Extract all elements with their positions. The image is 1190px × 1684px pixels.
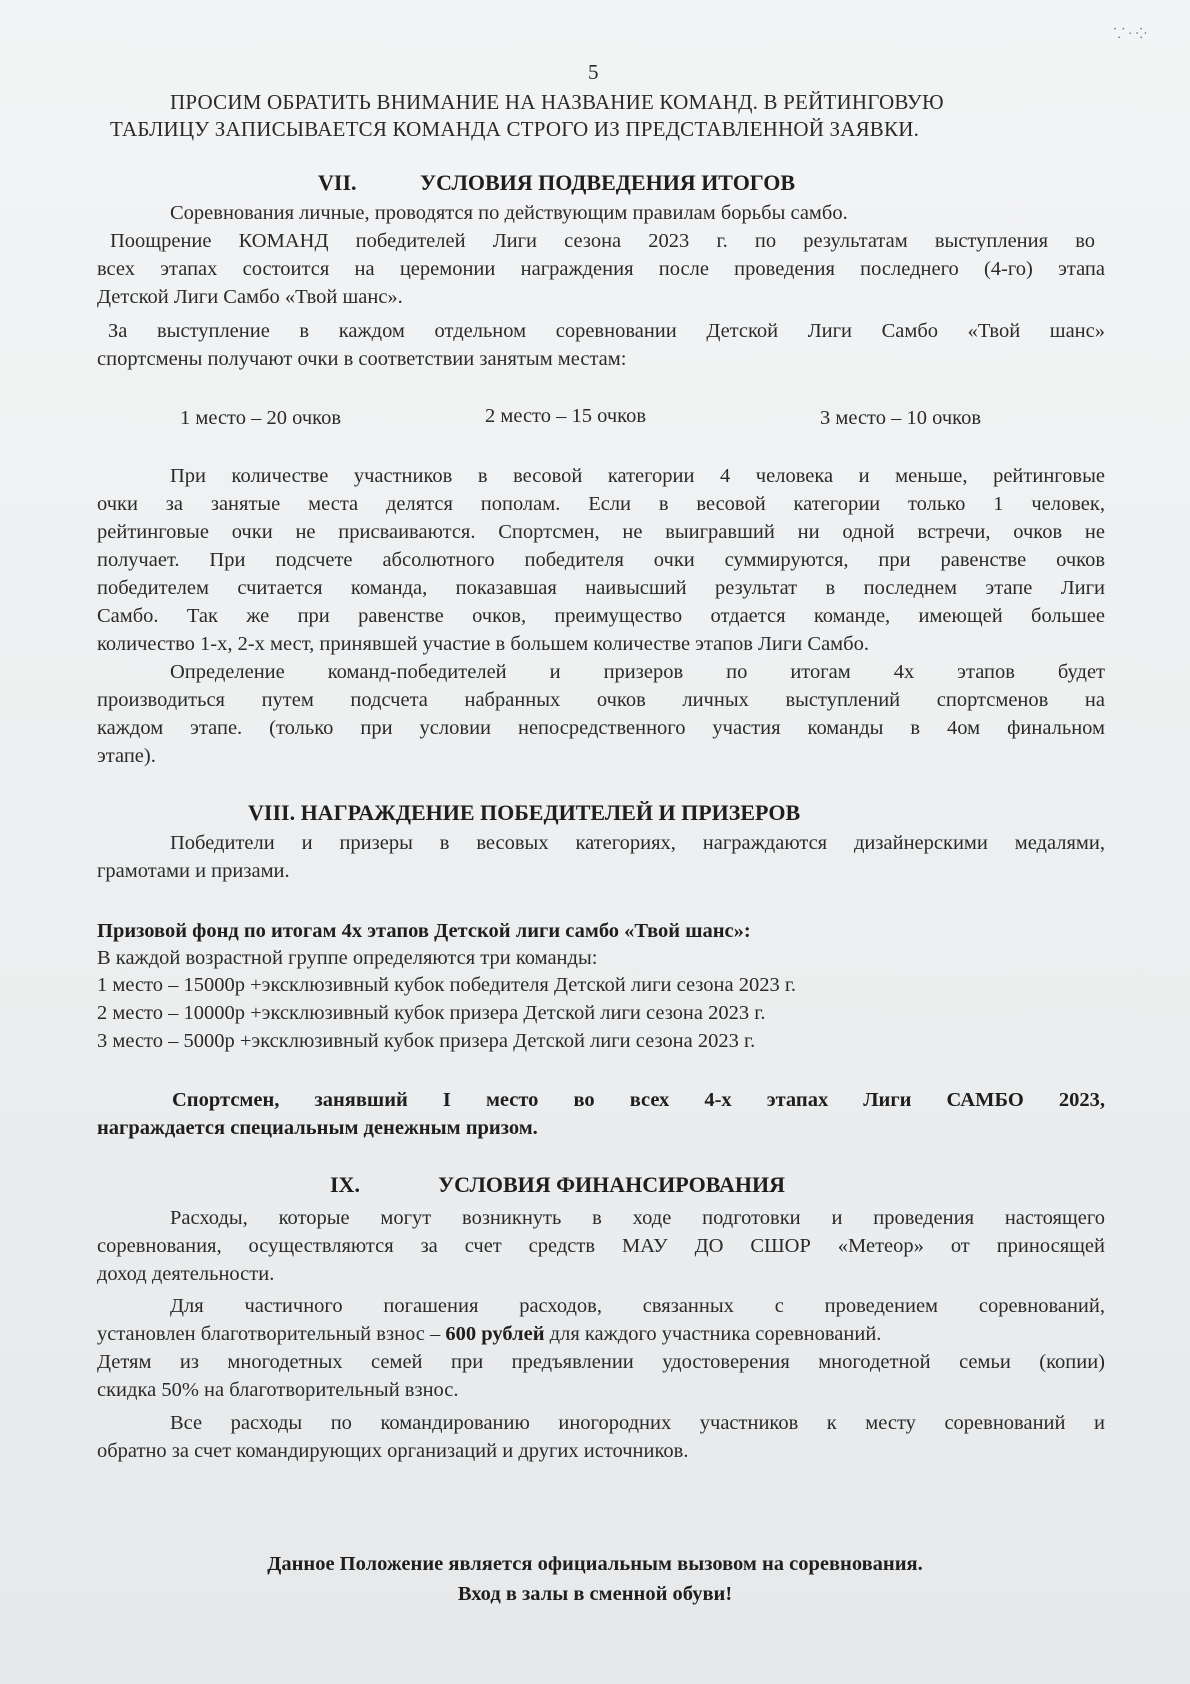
page-number: 5 [588, 60, 599, 84]
scan-artifact: ⸪·⁘ [1113, 27, 1150, 42]
footer-line-2: Вход в залы в сменной обуви! [457, 1583, 733, 1605]
fee-text-post: для каждого участника соревнований. [544, 1323, 882, 1345]
sec7-p2-line-1: Поощрение КОМАНД победителей Лиги сезона 2023 г. по результатам выступления во [110, 230, 1095, 252]
sec8-p1-line-2: грамотами и призами. [97, 860, 290, 882]
sec7-p5-line-2: производиться путем подсчета набранных очков личных выступлений спортсменов на [97, 689, 1105, 711]
place-1-points: 1 место – 20 очков [180, 407, 341, 429]
sec7-p3-line-1: За выступление в каждом отдельном соревновании Детской Лиги Самбо «Твой шанс» [108, 320, 1105, 342]
prize-line-3: 2 место – 10000р +эксклюзивный кубок призера Детской лиги сезона 2023 г. [97, 1002, 766, 1024]
prize-fund-title: Призовой фонд по итогам 4х этапов Детской лиги самбо «Твой шанс»: [97, 920, 751, 942]
sec7-p4-line-5: победителем считается команда, показавшая наивысший результат в последнем этапе Лиги [97, 577, 1105, 599]
section-9-title: УСЛОВИЯ ФИНАНСИРОВАНИЯ [438, 1172, 785, 1197]
sec9-p1-line-3: доход деятельности. [97, 1263, 275, 1285]
sec7-p4-line-2: очки за занятые места делятся пополам. Если в весовой категории только 1 человек, [97, 493, 1105, 515]
prize-line-4: 3 место – 5000р +эксклюзивный кубок призера Детской лиги сезона 2023 г. [97, 1030, 756, 1052]
sec7-p1: Соревнования личные, проводятся по действующим правилам борьбы самбо. [170, 202, 848, 224]
prize-line-1: В каждой возрастной группе определяются три команды: [97, 947, 598, 969]
sec7-p4-line-6: Самбо. Так же при равенстве очков, преимущество отдается команде, имеющей большее [97, 605, 1105, 627]
sec9-p3-line-1: Детям из многодетных семей при предъявлении удостоверения многодетной семьи (копии) [97, 1351, 1105, 1373]
fee-text-pre: установлен благотворительный взнос – [97, 1323, 446, 1345]
sec9-p4-line-2: обратно за счет командирующих организаций и других источников. [97, 1440, 689, 1462]
sec7-p2-line-3: Детской Лиги Самбо «Твой шанс». [97, 286, 403, 308]
special-prize-line-2: награждается специальным денежным призом. [97, 1117, 538, 1139]
notice-line-2: ТАБЛИЦУ ЗАПИСЫВАЕТСЯ КОМАНДА СТРОГО ИЗ ПРЕДСТАВЛЕННОЙ ЗАЯВКИ. [110, 117, 920, 141]
fee-amount: 600 рублей [445, 1323, 545, 1345]
sec9-p3-line-2: скидка 50% на благотворительный взнос. [97, 1379, 459, 1401]
prize-line-2: 1 место – 15000р +эксклюзивный кубок победителя Детской лиги сезона 2023 г. [97, 974, 797, 996]
sec7-p4-line-1: При количестве участников в весовой категории 4 человека и меньше, рейтинговые [170, 465, 1105, 487]
notice-line-1: ПРОСИМ ОБРАТИТЬ ВНИМАНИЕ НА НАЗВАНИЕ КОМАНД. В РЕЙТИНГОВУЮ [170, 90, 944, 114]
sec7-p3-line-2: спортсмены получают очки в соответствии занятым местам: [97, 348, 627, 370]
sec7-p5-line-4: этапе). [97, 745, 156, 767]
sec7-p2-line-2: всех этапах состоится на церемонии награждения после проведения последнего (4-го) этапа [97, 258, 1105, 280]
sec9-p1-line-2: соревнования, осуществляются за счет средств МАУ ДО СШОР «Метеор» от приносящей [97, 1235, 1105, 1257]
sec9-p1-line-1: Расходы, которые могут возникнуть в ходе подготовки и проведения настоящего [170, 1207, 1105, 1229]
place-3-points: 3 место – 10 очков [820, 407, 981, 429]
sec7-p4-line-3: рейтинговые очки не присваиваются. Спортсмен, не выигравший ни одной встречи, очков не [97, 521, 1105, 543]
place-2-points: 2 место – 15 очков [485, 405, 646, 427]
sec9-p2-line-1: Для частичного погашения расходов, связанных с проведением соревнований, [170, 1295, 1105, 1317]
sec8-p1-line-1: Победители и призеры в весовых категориях, награждаются дизайнерскими медалями, [170, 832, 1105, 854]
sec9-p2-line-2 [97, 1321, 1105, 1347]
sec7-p5-line-1: Определение команд-победителей и призеров по итогам 4х этапов будет [170, 661, 1105, 683]
sec7-p4-line-7: количество 1-х, 2-х мест, принявшей участие в большем количестве этапов Лиги Самбо. [97, 633, 869, 655]
section-9-number: IX. [330, 1172, 360, 1197]
special-prize-line-1: Спортсмен, занявший I место во всех 4-х этапах Лиги САМБО 2023, [172, 1089, 1105, 1111]
sec9-p4-line-1: Все расходы по командированию иногородних участников к месту соревнований и [170, 1412, 1105, 1434]
section-7-number: VII. [318, 170, 357, 195]
footer-line-1: Данное Положение является официальным вызовом на соревнования. [267, 1553, 923, 1575]
section-8-title: VIII. НАГРАЖДЕНИЕ ПОБЕДИТЕЛЕЙ И ПРИЗЕРОВ [248, 800, 801, 825]
sec7-p5-line-3: каждом этапе. (только при условии непосредственного участия команды в 4ом финальном [97, 717, 1105, 739]
sec7-p4-line-4: получает. При подсчете абсолютного победителя очки суммируются, при равенстве очков [97, 549, 1105, 571]
section-7-title: УСЛОВИЯ ПОДВЕДЕНИЯ ИТОГОВ [420, 170, 796, 195]
